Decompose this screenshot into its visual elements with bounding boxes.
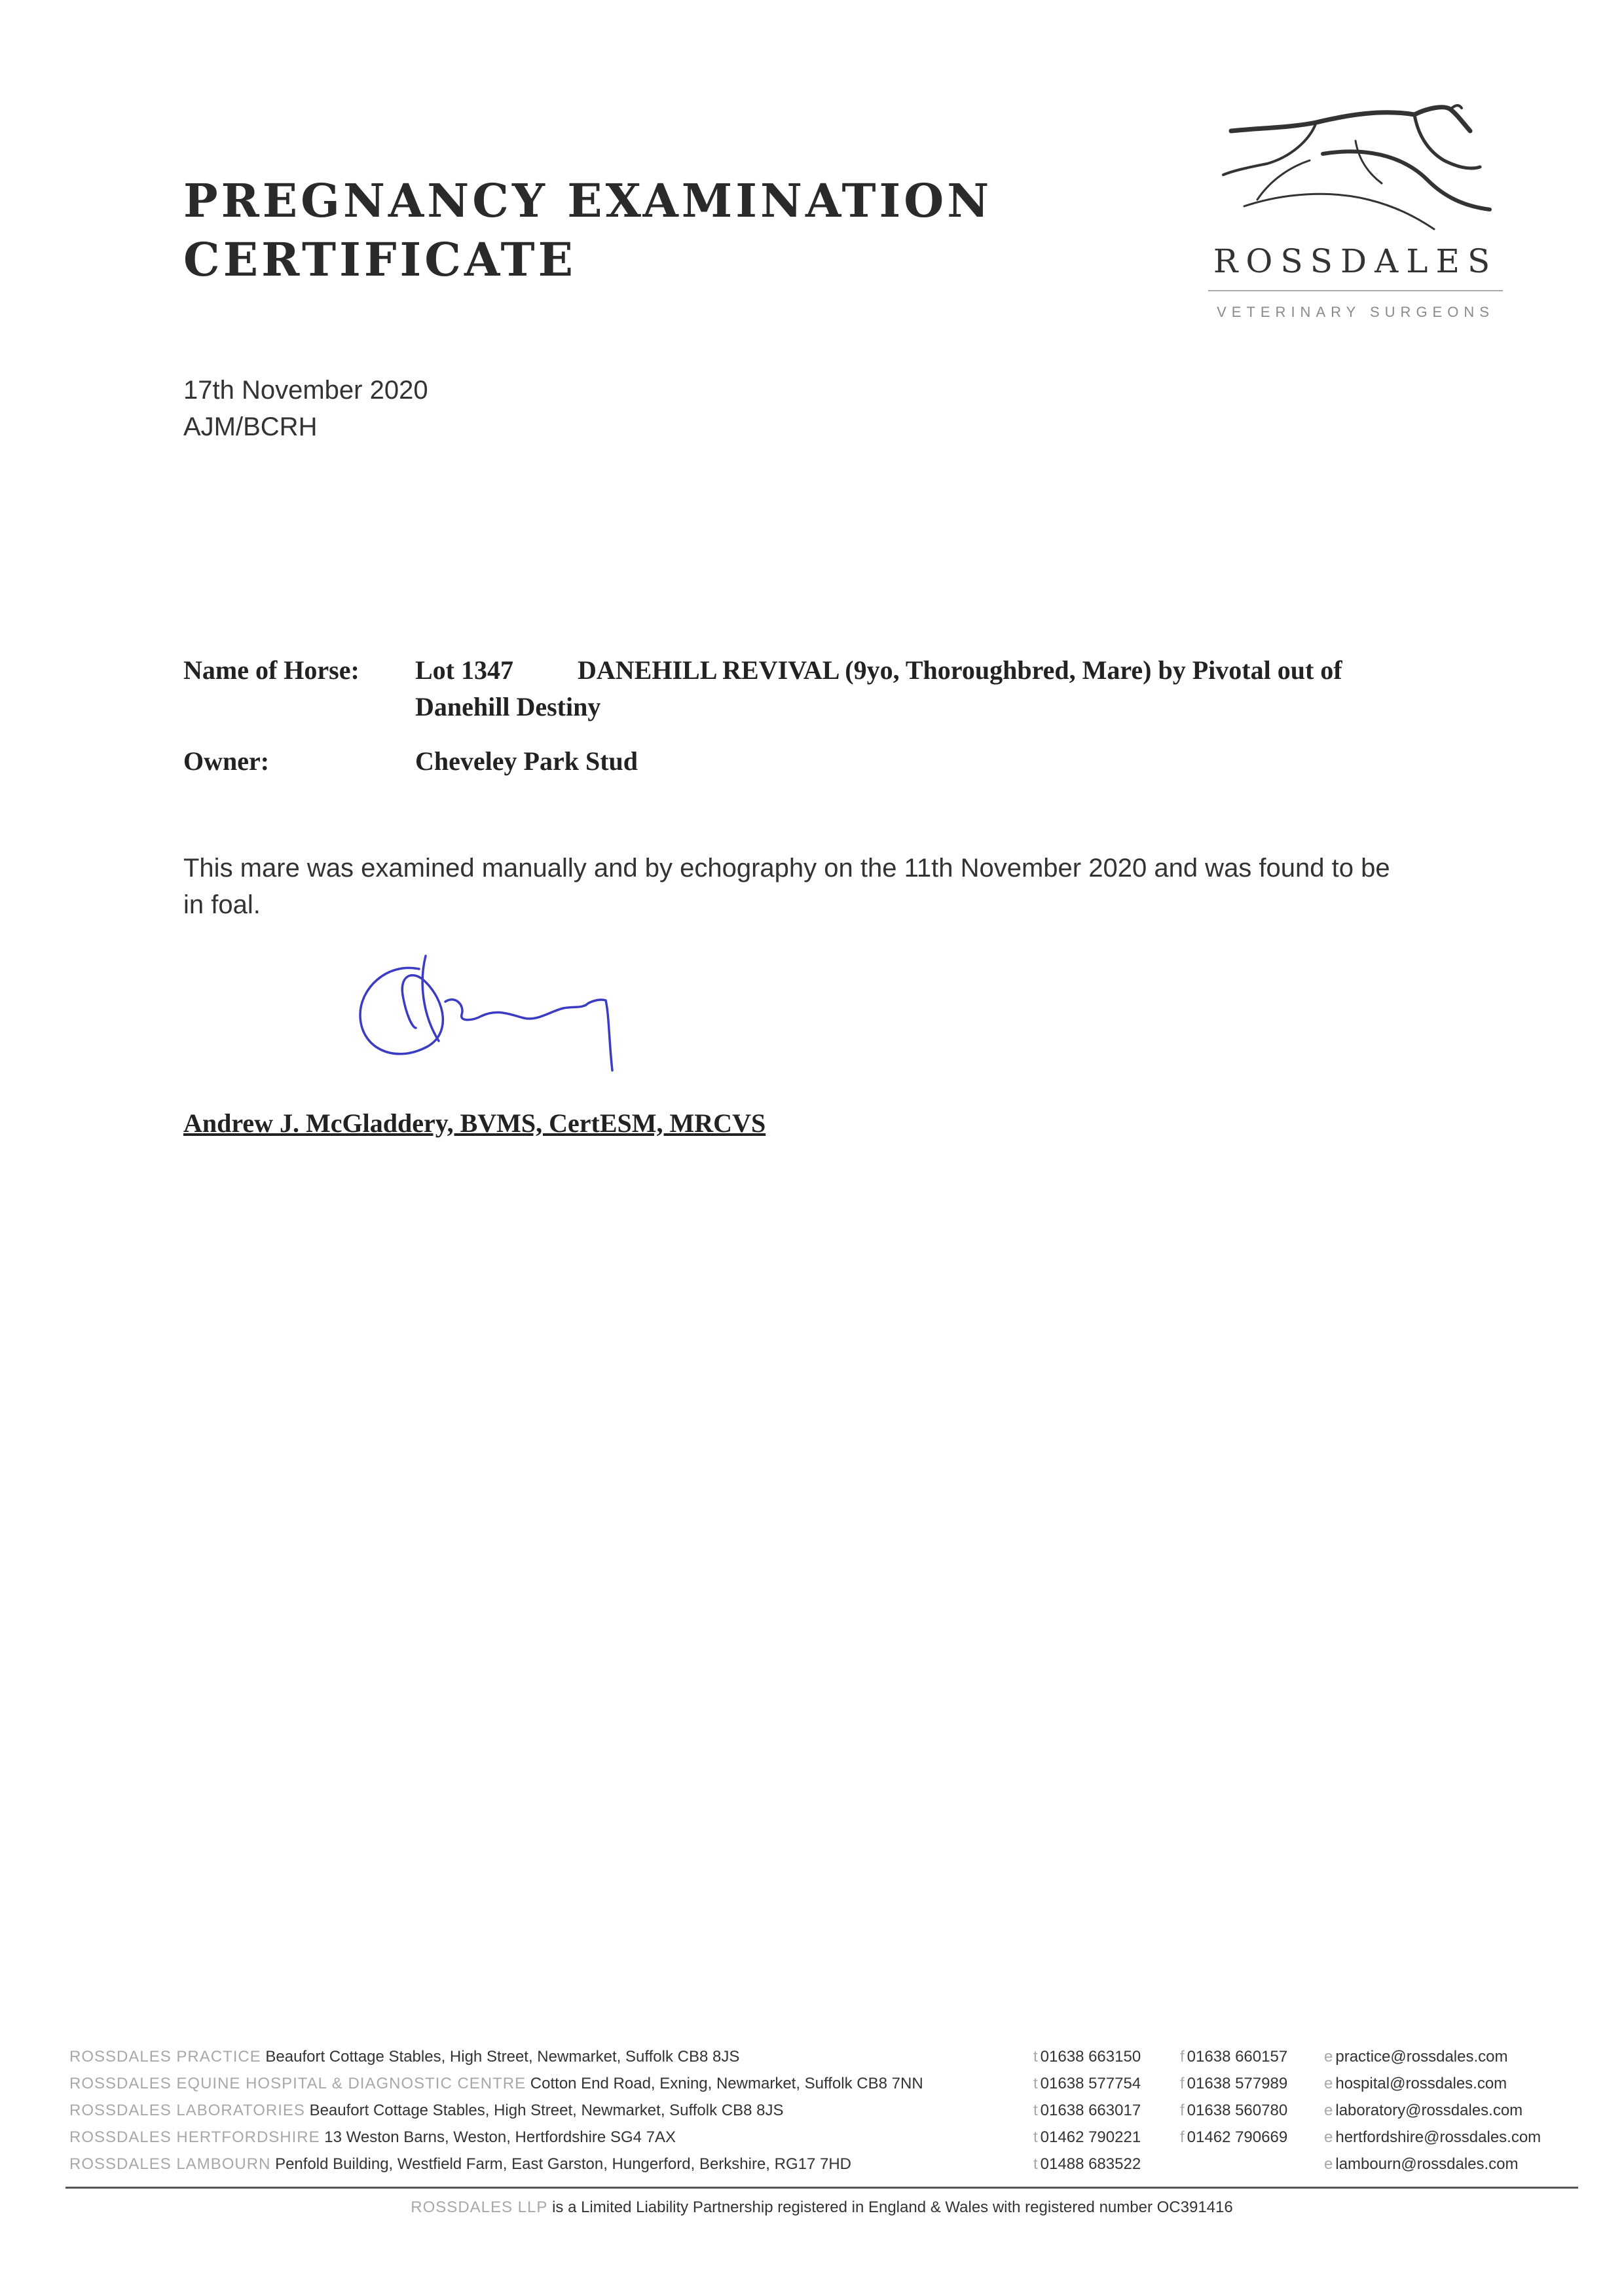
horse-dam-line: Danehill Destiny <box>415 692 601 721</box>
horse-logo-icon <box>1218 101 1506 239</box>
footer-legal-note <box>65 2198 1578 2217</box>
footer-phone-prefix: t <box>1033 2048 1038 2066</box>
footer-org: ROSSDALES LAMBOURN <box>69 2155 271 2173</box>
footer-fax-value: 01638 560780 <box>1187 2102 1288 2119</box>
footer-fax <box>1180 2048 1287 2066</box>
footer-row <box>69 2075 923 2093</box>
logo-divider <box>1208 290 1503 291</box>
footer-phone-value: 01462 790221 <box>1040 2128 1141 2146</box>
footer-phone <box>1033 2128 1141 2147</box>
title-line-1: PREGNANCY EXAMINATION <box>183 173 993 228</box>
owner-value: Cheveley Park Stud <box>415 746 638 776</box>
footer-org: ROSSDALES EQUINE HOSPITAL & DIAGNOSTIC CENTRE <box>69 2075 526 2092</box>
llp-prefix: ROSSDALES LLP <box>411 2198 548 2216</box>
horse-name-label: Name of Horse: <box>183 655 360 685</box>
footer-phone-value: 01638 577754 <box>1040 2075 1141 2092</box>
footer-fax-prefix: f <box>1180 2048 1185 2066</box>
footer-email-prefix: e <box>1324 2075 1333 2092</box>
footer-fax-prefix: f <box>1180 2075 1185 2092</box>
footer-org: ROSSDALES PRACTICE <box>69 2048 261 2066</box>
signature-image <box>347 943 661 1087</box>
footer-fax <box>1180 2075 1287 2093</box>
document-reference: AJM/BCRH <box>183 412 318 441</box>
llp-text: is a Limited Liability Partnership registered in England & Wales with registered number OC391416 <box>552 2198 1233 2216</box>
footer-fax <box>1180 2155 1183 2174</box>
footer-row <box>69 2102 783 2120</box>
footer-address: 13 Weston Barns, Weston, Hertfordshire SG4 7AX <box>324 2128 676 2146</box>
document-date: 17th November 2020 <box>183 376 428 405</box>
footer-fax-prefix: f <box>1180 2102 1185 2119</box>
footer-phone-prefix: t <box>1033 2102 1038 2119</box>
footer-email <box>1324 2102 1522 2120</box>
footer-address: Penfold Building, Westfield Farm, East Garston, Hungerford, Berkshire, RG17 7HD <box>275 2155 852 2173</box>
footer-phone-value: 01638 663017 <box>1040 2102 1141 2119</box>
footer-email-value: practice@rossdales.com <box>1335 2048 1508 2066</box>
footer-phone-value: 01638 663150 <box>1040 2048 1141 2066</box>
footer-email-value: hertfordshire@rossdales.com <box>1335 2128 1541 2146</box>
footer-phone-prefix: t <box>1033 2128 1038 2146</box>
statement-line-1: This mare was examined manually and by echography on the 11th November 2020 and was found to be <box>183 854 1390 883</box>
footer-fax <box>1180 2128 1287 2147</box>
footer-phone <box>1033 2075 1141 2093</box>
footer-row <box>69 2048 739 2066</box>
footer-email-prefix: e <box>1324 2102 1333 2119</box>
footer-phone <box>1033 2048 1141 2066</box>
footer-address: Beaufort Cottage Stables, High Street, Newmarket, Suffolk CB8 8JS <box>265 2048 740 2066</box>
statement-line-2: in foal. <box>183 890 261 919</box>
footer-phone-prefix: t <box>1033 2075 1038 2092</box>
footer-email <box>1324 2128 1541 2147</box>
logo-wordmark: ROSSDALES <box>1213 242 1498 280</box>
footer-email-value: hospital@rossdales.com <box>1335 2075 1507 2092</box>
footer-fax-prefix: f <box>1180 2128 1185 2146</box>
footer-email-prefix: e <box>1324 2128 1333 2146</box>
examination-statement <box>183 850 1447 923</box>
footer-address: Beaufort Cottage Stables, High Street, Newmarket, Suffolk CB8 8JS <box>309 2102 784 2119</box>
footer-phone <box>1033 2155 1141 2174</box>
logo-subtitle: VETERINARY SURGEONS <box>1217 304 1494 320</box>
footer-email <box>1324 2075 1507 2093</box>
certificate-title <box>183 172 992 289</box>
footer-fax-value: 01462 790669 <box>1187 2128 1288 2146</box>
footer-divider <box>65 2187 1578 2189</box>
footer-fax-value: 01638 660157 <box>1187 2048 1288 2066</box>
footer-org: ROSSDALES LABORATORIES <box>69 2102 305 2119</box>
title-line-2: CERTIFICATE <box>183 232 576 287</box>
footer-fax <box>1180 2102 1287 2120</box>
horse-description: DANEHILL REVIVAL (9yo, Thoroughbred, Mare) by Pivotal out of <box>578 655 1342 685</box>
footer-phone <box>1033 2102 1141 2120</box>
footer-org: ROSSDALES HERTFORDSHIRE <box>69 2128 320 2146</box>
horse-lot: Lot 1347 <box>415 655 513 685</box>
footer-address: Cotton End Road, Exning, Newmarket, Suffolk CB8 7NN <box>530 2075 923 2092</box>
footer-email-value: laboratory@rossdales.com <box>1335 2102 1523 2119</box>
footer-email-prefix: e <box>1324 2048 1333 2066</box>
footer-row <box>69 2155 851 2174</box>
document-meta <box>183 372 428 445</box>
footer-email <box>1324 2048 1507 2066</box>
footer-email <box>1324 2155 1519 2174</box>
footer-fax-value: 01638 577989 <box>1187 2075 1288 2092</box>
footer-row <box>69 2128 676 2147</box>
footer-email-prefix: e <box>1324 2155 1333 2173</box>
footer-phone-prefix: t <box>1033 2155 1038 2173</box>
signatory-name: Andrew J. McGladdery, BVMS, CertESM, MRCVS <box>183 1108 766 1138</box>
owner-label: Owner: <box>183 746 270 776</box>
footer-phone-value: 01488 683522 <box>1040 2155 1141 2173</box>
footer-email-value: lambourn@rossdales.com <box>1335 2155 1519 2173</box>
